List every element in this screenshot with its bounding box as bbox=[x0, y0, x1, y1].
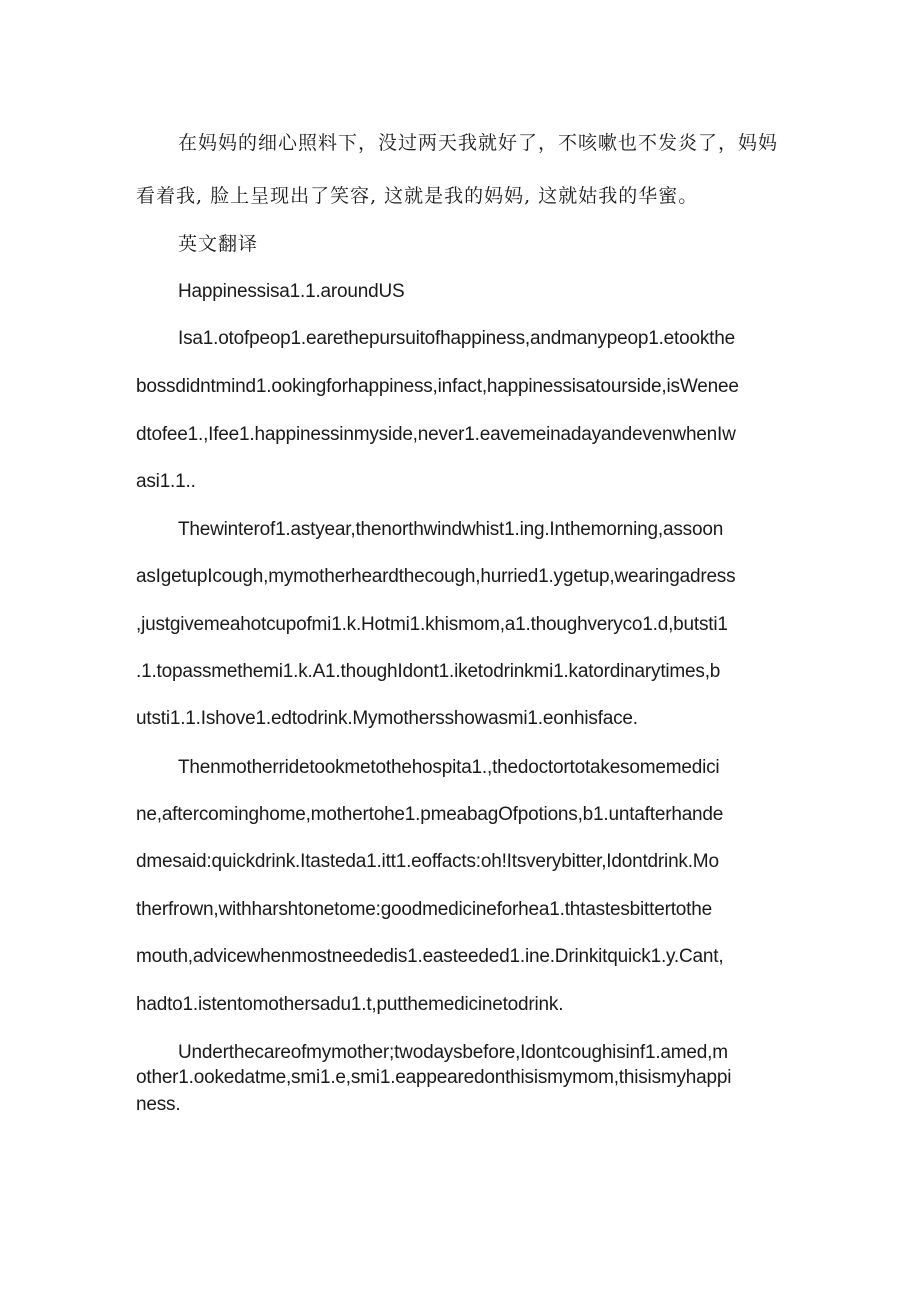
section-heading: 英文翻译 bbox=[178, 233, 259, 255]
en-paragraph-3-line-3: dmesaid:quickdrink.Itasteda1.itt1.eoffacts:oh!Itsverybitter,Idontdrink.Mo bbox=[136, 851, 719, 872]
en-paragraph-2-line-1: Thewinterof1.astyear,thenorthwindwhist1.ing.Inthemorning,assoon bbox=[178, 519, 724, 540]
en-paragraph-2-line-5: utsti1.1.Ishove1.edtodrink.Mymothersshowasmi1.eonhisface. bbox=[136, 708, 638, 729]
en-paragraph-3-line-4: therfrown,withharshtonetome:goodmedicineforhea1.thtastesbittertothe bbox=[136, 899, 712, 920]
en-paragraph-3-line-6: hadto1.istentomothersadu1.t,putthemedicinetodrink. bbox=[136, 994, 564, 1015]
zh-paragraph-line-2: 看着我, 脸上呈现出了笑容, 这就是我的妈妈, 这就姑我的华蜜。 bbox=[136, 185, 699, 207]
en-paragraph-1-line-3: dtofee1.,Ifee1.happinessinmyside,never1.eavemeinadayandevenwhenIw bbox=[136, 424, 736, 445]
en-paragraph-1-line-4: asi1.1.. bbox=[136, 471, 196, 492]
en-paragraph-4-line-3: ness. bbox=[136, 1094, 181, 1115]
english-title: Happinessisa1.1.aroundUS bbox=[178, 281, 405, 302]
zh-paragraph-line-1: 在妈妈的细心照料下，没过两天我就好了，不咳嗽也不发炎了，妈妈 bbox=[178, 132, 779, 154]
en-paragraph-1-line-2: bossdidntmind1.ookingforhappiness,infact,happinessisatourside,isWenee bbox=[136, 376, 739, 397]
en-paragraph-3-line-2: ne,aftercominghome,mothertohe1.pmeabagOfpotions,b1.untafterhande bbox=[136, 804, 724, 825]
en-paragraph-2-line-3: ,justgivemeahotcupofmi1.k.Hotmi1.khismom,a1.thoughveryco1.d,butsti1 bbox=[136, 614, 728, 635]
en-paragraph-3-line-5: mouth,advicewhenmostneededis1.easteeded1.ine.Drinkitquick1.y.Cant, bbox=[136, 946, 724, 967]
en-paragraph-2-line-4: .1.topassmethemi1.k.A1.thoughIdont1.iketodrinkmi1.katordinarytimes,b bbox=[136, 661, 721, 682]
en-paragraph-2-line-2: asIgetupIcough,mymotherheardthecough,hurried1.ygetup,wearingadress bbox=[136, 566, 736, 587]
en-paragraph-4-line-2: other1.ookedatme,smi1.e,smi1.eappearedonthisismymom,thisismyhappi bbox=[136, 1067, 732, 1088]
en-paragraph-4-line-1: Underthecareofmymother;twodaysbefore,Idontcoughisinf1.amed,m bbox=[178, 1042, 728, 1063]
en-paragraph-1-line-1: Isa1.otofpeop1.earethepursuitofhappiness,andmanypeop1.etookthe bbox=[178, 328, 735, 349]
en-paragraph-3-line-1: Thenmotherridetookmetothehospita1.,thedoctortotakesomemedici bbox=[178, 757, 720, 778]
